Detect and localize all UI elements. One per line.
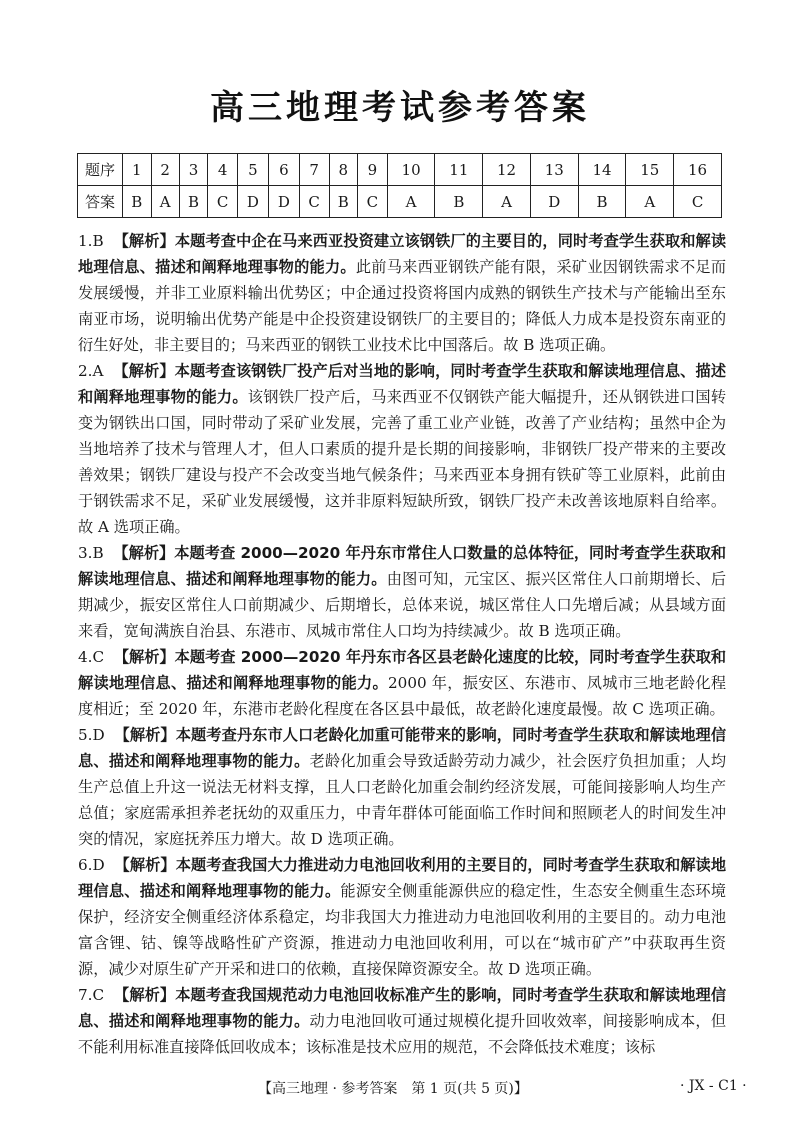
analysis-summary: 本题考查中企在马来西亚投资建立该钢铁厂的主要目的，同时考查学生获取和解读地理信息、描述和阐释地理事物的能力。 xyxy=(78,232,727,276)
question-number: 4 xyxy=(208,154,238,186)
analysis-summary: 本题考查该钢铁厂投产后对当地的影响，同时考查学生获取和解读地理信息、描述和阐释地理事物的能力。 xyxy=(78,362,727,406)
explanation-item-3 xyxy=(78,540,726,644)
analysis-summary: 本题考查我国大力推进动力电池回收利用的主要目的，同时考查学生获取和解读地理信息、描述和阐释地理事物的能力。 xyxy=(78,856,727,900)
analysis-body: 老龄化加重会导致适龄劳动力减少，社会医疗负担加重；人均生产总值上升这一说法无材料支撑，且人口老龄化加重会制约经济发展，可能间接影响人均生产总值；家庭需承担养老抚幼的双重压力，中青年群体可能面临工作时间和照顾老人的时间发生冲突的情况，家庭抚养压力增大。故 D 选项正确。 xyxy=(78,752,727,848)
answer-cell: C xyxy=(358,186,388,218)
question-number: 5 xyxy=(237,154,268,186)
explanation-item-4 xyxy=(78,644,726,722)
analysis-tag: 【解析】 xyxy=(113,362,175,380)
question-number: 2 xyxy=(151,154,179,186)
explanation-item-5 xyxy=(78,722,726,852)
answer-cell: D xyxy=(530,186,578,218)
table-row-answers xyxy=(78,186,722,218)
item-number: 3.B xyxy=(78,544,104,562)
explanation-item-6 xyxy=(78,852,726,982)
question-number: 12 xyxy=(483,154,531,186)
analysis-body: 该钢铁厂投产后，马来西亚不仅钢铁产能大幅提升，还从钢铁进口国转变为钢铁出口国，同时带动了采矿业发展，完善了重工业产业链，改善了产业结构；虽然中企为当地培养了技术与管理人才，但人口素质的提升是长期的间接影响，非钢铁厂投产带来的主要改善效果；钢铁厂建设与投产不会改变当地气候条件；马来西亚本身拥有铁矿等工业原料，此前由于钢铁需求不足，采矿业发展缓慢，这并非原料短缺所致，钢铁厂投产未改善该地原料自给率。故 A 选项正确。 xyxy=(78,388,727,536)
analysis-body: 动力电池回收可通过规模化提升回收效率，间接影响成本，但不能利用标准直接降低回收成本；该标准是技术应用的规范，不会降低技术难度；该标 xyxy=(78,1012,727,1056)
analysis-tag: 【解析】 xyxy=(113,648,175,666)
item-number: 1.B xyxy=(78,232,104,250)
answer-cell: B xyxy=(578,186,626,218)
row-label-question-number: 题序 xyxy=(78,154,123,186)
explanation-item-2 xyxy=(78,358,726,540)
question-number: 16 xyxy=(674,154,722,186)
table-row-numbers xyxy=(78,154,722,186)
page-footer xyxy=(0,1078,800,1102)
analysis-tag: 【解析】 xyxy=(114,856,176,874)
question-number: 7 xyxy=(299,154,329,186)
analysis-body: 2000 年，振安区、东港市、凤城市三地老龄化程度相近；至 2020 年，东港市老龄化程度在各区县中最低，故老龄化速度最慢。故 C 选项正确。 xyxy=(78,674,727,718)
answer-cell: A xyxy=(387,186,435,218)
page-title: 高三地理考试参考答案 xyxy=(210,88,590,128)
question-number: 10 xyxy=(387,154,435,186)
question-number: 3 xyxy=(179,154,208,186)
analysis-summary: 本题考查 2000—2020 年丹东市各区县老龄化速度的比较，同时考查学生获取和解读地理信息、描述和阐释地理事物的能力。 xyxy=(78,648,727,692)
question-number: 11 xyxy=(435,154,483,186)
analysis-tag: 【解析】 xyxy=(114,726,176,744)
item-number: 4.C xyxy=(78,648,105,666)
question-number: 8 xyxy=(329,154,358,186)
answer-cell: B xyxy=(435,186,483,218)
question-number: 6 xyxy=(268,154,299,186)
answer-table xyxy=(77,153,722,218)
explanation-list xyxy=(78,228,726,1060)
question-number: 14 xyxy=(578,154,626,186)
explanation-item-7 xyxy=(78,982,726,1060)
question-number: 15 xyxy=(626,154,674,186)
answer-cell: D xyxy=(268,186,299,218)
analysis-summary: 本题考查丹东市人口老龄化加重可能带来的影响，同时考查学生获取和解读地理信息、描述和阐释地理事物的能力。 xyxy=(78,726,727,770)
answer-cell: A xyxy=(483,186,531,218)
analysis-body: 此前马来西亚钢铁产能有限，采矿业因钢铁需求不足而发展缓慢，并非工业原料输出优势区；中企通过投资将国内成熟的钢铁生产技术与产能输出至东南亚市场，说明输出优势产能是中企投资建设钢铁厂的主要目的；降低人力成本是投资东南亚的衍生好处，非主要目的；马来西亚的钢铁工业技术比中国落后。故 B 选项正确。 xyxy=(78,258,727,354)
answer-cell: B xyxy=(123,186,152,218)
item-number: 2.A xyxy=(78,362,104,380)
question-number: 13 xyxy=(530,154,578,186)
analysis-body: 由图可知，元宝区、振兴区常住人口前期增长、后期减少，振安区常住人口前期减少、后期增长，总体来说，城区常住人口先增后减；从县域方面来看，宽甸满族自治县、东港市、凤城市常住人口均为持续减少。故 B 选项正确。 xyxy=(78,570,727,640)
analysis-summary: 本题考查 2000—2020 年丹东市常住人口数量的总体特征，同时考查学生获取和解读地理信息、描述和阐释地理事物的能力。 xyxy=(78,544,727,588)
item-number: 6.D xyxy=(78,856,105,874)
answer-cell: B xyxy=(329,186,358,218)
analysis-summary: 本题考查我国规范动力电池回收标准产生的影响，同时考查学生获取和解读地理信息、描述和阐释地理事物的能力。 xyxy=(78,986,727,1030)
analysis-body: 能源安全侧重能源供应的稳定性，生态安全侧重生态环境保护，经济安全侧重经济体系稳定，均非我国大力推进动力电池回收利用的主要目的。动力电池富含锂、钴、镍等战略性矿产资源，推进动力电池回收利用，可以在“城市矿产”中获取再生资源，减少对原生矿产开采和进口的依赖，直接保障资源安全。故 D 选项正确。 xyxy=(78,882,727,978)
explanation-item-1 xyxy=(78,228,726,358)
answer-cell: C xyxy=(208,186,238,218)
answer-cell: C xyxy=(299,186,329,218)
footer-page-info: 【高三地理 · 参考答案 第 1 页(共 5 页)】 xyxy=(258,1081,528,1097)
answer-cell: A xyxy=(626,186,674,218)
footer-code: · JX - C1 · xyxy=(680,1078,747,1094)
answer-cell: A xyxy=(151,186,179,218)
question-number: 9 xyxy=(358,154,388,186)
analysis-tag: 【解析】 xyxy=(114,986,176,1004)
row-label-answer: 答案 xyxy=(78,186,123,218)
answer-cell: C xyxy=(674,186,722,218)
answer-cell: B xyxy=(179,186,208,218)
question-number: 1 xyxy=(123,154,152,186)
item-number: 7.C xyxy=(78,986,105,1004)
item-number: 5.D xyxy=(78,726,105,744)
answer-cell: D xyxy=(237,186,268,218)
analysis-tag: 【解析】 xyxy=(113,544,175,562)
analysis-tag: 【解析】 xyxy=(113,232,175,250)
